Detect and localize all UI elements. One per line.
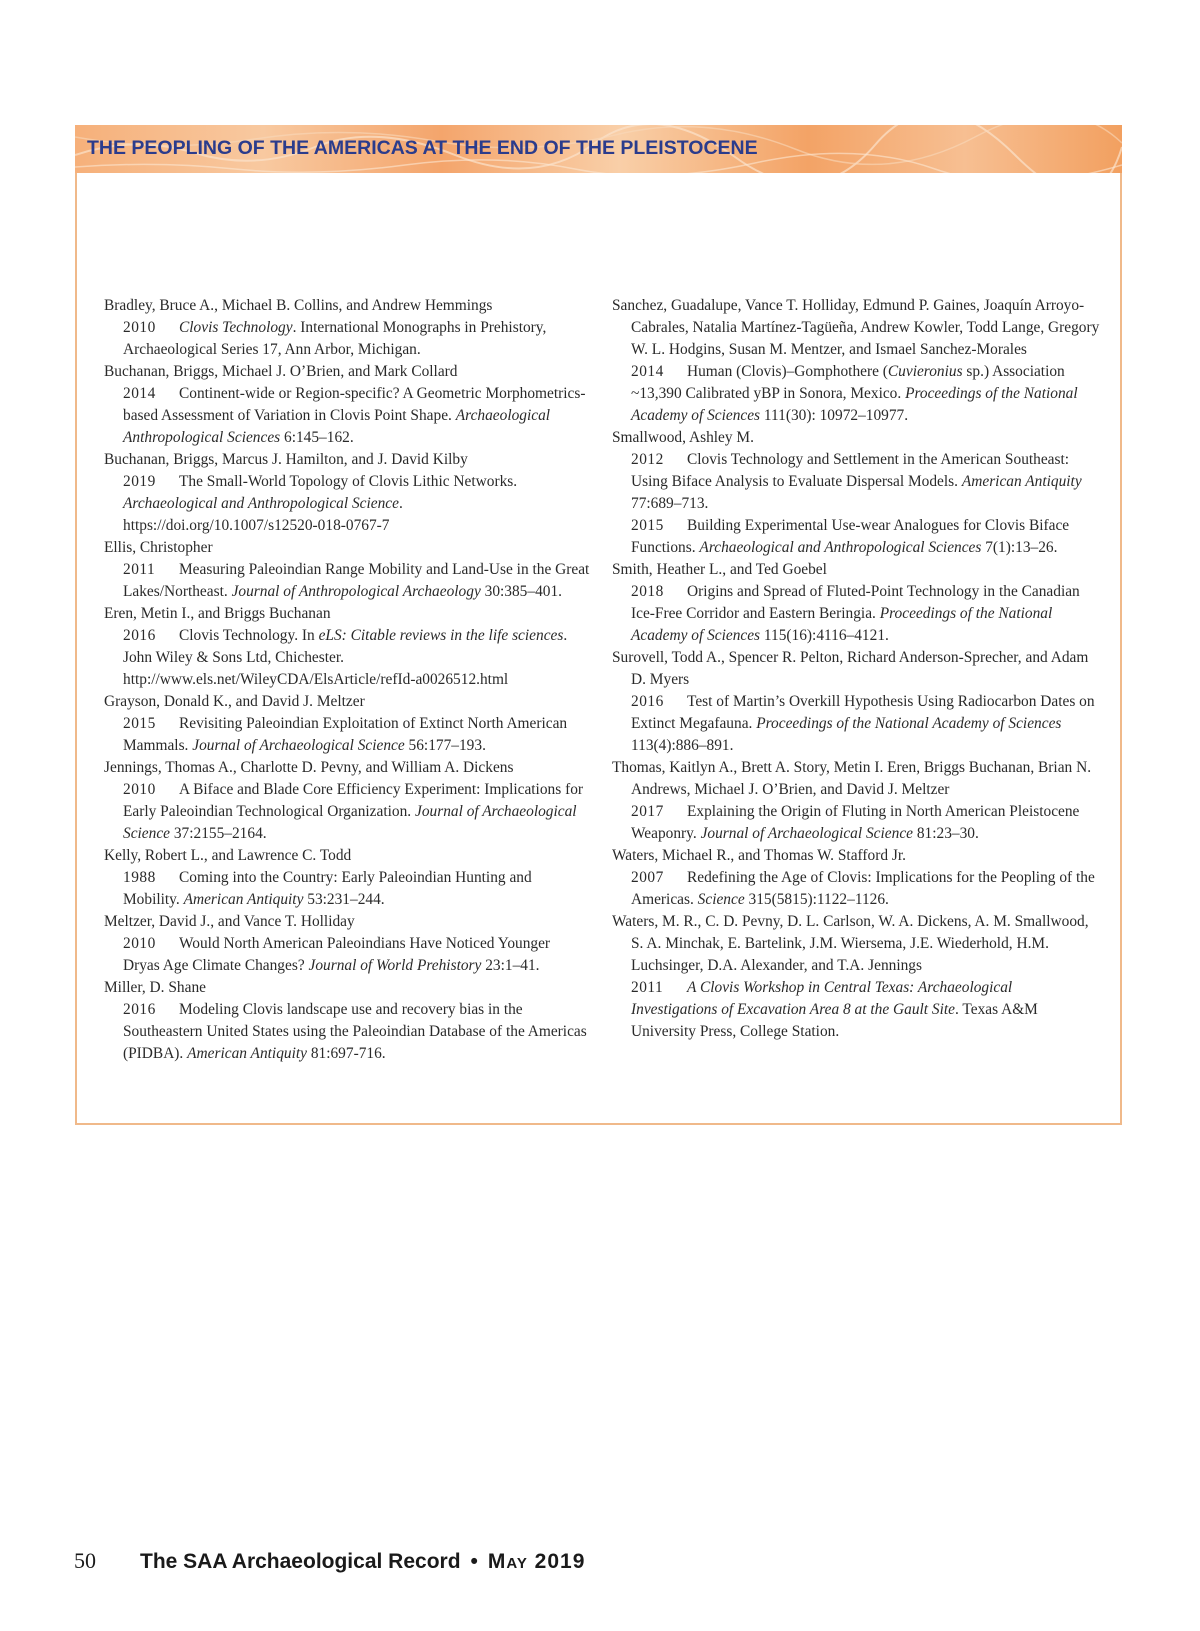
citation-title-italic: eLS: Citable reviews in the life sciences xyxy=(318,627,564,644)
page-footer xyxy=(74,1548,585,1574)
reference-year: 2010 xyxy=(123,781,156,798)
references-right-column xyxy=(612,295,1102,1043)
citation-title-italic: Proceedings of the National Academy of Sciences xyxy=(631,605,1053,644)
reference-authors: Ellis, Christopher xyxy=(104,539,213,556)
citation-text: The Small-World Topology of Clovis Lithic Networks. xyxy=(179,473,518,490)
reference-year: 2011 xyxy=(123,561,156,578)
citation-text: Clovis Technology and Settlement in the American Southeast: Using Biface Analysis to Evaluate Dispersal Models. xyxy=(631,451,1070,490)
issue-date: May 2019 xyxy=(487,1550,586,1573)
citation-text: Building Experimental Use-wear Analogues for Clovis Biface Functions. xyxy=(631,517,1070,556)
citation-title-italic: Journal of Archaeological Science xyxy=(123,803,577,842)
citation-text: . Texas A&M University Press, College Station. xyxy=(631,1001,1038,1040)
reference-citation xyxy=(104,933,590,977)
citation-title-italic: American Antiquity xyxy=(187,1045,307,1062)
citation-text: 56:177–193. xyxy=(404,737,486,754)
citation-text: Human (Clovis)–Gomphothere ( xyxy=(687,363,888,380)
reference-citation xyxy=(612,977,1102,1043)
citation-text: 111(30): 10972–10977. xyxy=(760,407,909,424)
citation-text: 23:1–41. xyxy=(481,957,540,974)
reference-authors: Buchanan, Briggs, Michael J. O’Brien, and Mark Collard xyxy=(104,363,458,380)
reference-year: 2010 xyxy=(123,319,156,336)
reference-entry xyxy=(104,977,590,1065)
citation-title-italic: Journal of World Prehistory xyxy=(308,957,482,974)
reference-year: 2012 xyxy=(631,451,664,468)
reference-entry xyxy=(104,537,590,603)
banner-title: THE PEOPLING OF THE AMERICAS AT THE END OF THE PLEISTOCENE xyxy=(87,137,758,159)
reference-year: 2016 xyxy=(631,693,664,710)
citation-title-italic: Clovis Technology xyxy=(179,319,293,336)
citation-text: Clovis Technology. In xyxy=(179,627,319,644)
citation-title-italic: American Antiquity xyxy=(961,473,1082,490)
reference-year: 2014 xyxy=(631,363,664,380)
citation-text: Coming into the Country: Early Paleoindian Hunting and Mobility. xyxy=(123,869,532,908)
reference-year: 2015 xyxy=(631,517,664,534)
footer-bullet: • xyxy=(470,1550,478,1573)
reference-entry xyxy=(104,691,590,757)
reference-citation xyxy=(612,801,1102,845)
reference-year: 2007 xyxy=(631,869,664,886)
citation-text: Modeling Clovis landscape use and recovery bias in the Southeastern United States using the Paleoindian Database of the Americas (PIDBA). xyxy=(123,1001,587,1062)
citation-text: Continent-wide or Region-specific? A Geometric Morphometrics-based Assessment of Variation in Clovis Point Shape. xyxy=(123,385,586,424)
citation-text: Measuring Paleoindian Range Mobility and Land-Use in the Great Lakes/Northeast. xyxy=(123,561,590,600)
reference-authors: Waters, Michael R., and Thomas W. Stafford Jr. xyxy=(612,847,906,864)
citation-title-italic: Cuvieronius xyxy=(887,363,963,380)
citation-title-italic: Journal of Archaeological Science xyxy=(192,737,405,754)
reference-year: 2016 xyxy=(123,627,156,644)
reference-authors: Bradley, Bruce A., Michael B. Collins, and Andrew Hemmings xyxy=(104,297,493,314)
citation-title-italic: Archaeological and Anthropological Science xyxy=(123,495,399,512)
reference-authors: Smith, Heather L., and Ted Goebel xyxy=(612,561,827,578)
reference-citation xyxy=(104,559,590,603)
reference-citation xyxy=(612,867,1102,911)
reference-entry xyxy=(612,911,1102,1043)
citation-text: . John Wiley & Sons Ltd, Chichester. http://www.els.net/WileyCDA/ElsArticle/refId-a0026512.html xyxy=(123,627,568,688)
citation-title-italic: Proceedings of the National Academy of Sciences xyxy=(631,385,1078,424)
reference-entry xyxy=(612,295,1102,427)
citation-text: Explaining the Origin of Fluting in North American Pleistocene Weaponry. xyxy=(631,803,1080,842)
reference-authors: Smallwood, Ashley M. xyxy=(612,429,754,446)
citation-title-italic: Archaeological and Anthropological Sciences xyxy=(699,539,982,556)
reference-authors: Grayson, Donald K., and David J. Meltzer xyxy=(104,693,365,710)
reference-authors: Buchanan, Briggs, Marcus J. Hamilton, and J. David Kilby xyxy=(104,451,468,468)
citation-text: 30:385–401. xyxy=(480,583,563,600)
reference-year: 2010 xyxy=(123,935,156,952)
reference-year: 2016 xyxy=(123,1001,156,1018)
reference-citation xyxy=(612,515,1102,559)
reference-entry xyxy=(104,449,590,537)
citation-text: Redefining the Age of Clovis: Implications for the Peopling of the Americas. xyxy=(631,869,1095,908)
reference-citation xyxy=(104,713,590,757)
reference-citation xyxy=(612,581,1102,647)
reference-entry xyxy=(104,603,590,691)
reference-citation xyxy=(104,999,590,1065)
reference-year: 2015 xyxy=(123,715,156,732)
citation-text: sp.) Association ~13,390 Calibrated yBP in Sonora, Mexico. xyxy=(631,363,1065,402)
citation-title-italic: Journal of Archaeological Science xyxy=(700,825,913,842)
reference-entry xyxy=(104,295,590,361)
citation-text: 7(1):13–26. xyxy=(981,539,1058,556)
reference-authors: Waters, M. R., C. D. Pevny, D. L. Carlson, W. A. Dickens, A. M. Smallwood, S. A. Minchak, E. Bartelink, J.M. Wiersema, J.E. Wiederhold, H.M. Luchsinger, D.A. Alexander, and T.A. Jennings xyxy=(612,913,1089,974)
citation-title-italic: Archaeological Anthropological Sciences xyxy=(123,407,551,446)
citation-text: A Biface and Blade Core Efficiency Experiment: Implications for Early Paleoindian Technological Organization. xyxy=(123,781,584,820)
references-left-column xyxy=(104,295,590,1065)
citation-text: 315(5815):1122–1126. xyxy=(744,891,889,908)
reference-year: 2014 xyxy=(123,385,156,402)
reference-authors: Eren, Metin I., and Briggs Buchanan xyxy=(104,605,331,622)
reference-entry xyxy=(104,845,590,911)
reference-citation xyxy=(612,361,1102,427)
citation-title-italic: Proceedings of the National Academy of Sciences xyxy=(756,715,1062,732)
reference-citation xyxy=(612,691,1102,757)
reference-authors: Kelly, Robert L., and Lawrence C. Todd xyxy=(104,847,352,864)
reference-year: 2018 xyxy=(631,583,664,600)
citation-text: Revisiting Paleoindian Exploitation of Extinct North American Mammals. xyxy=(123,715,568,754)
citation-text: . International Monographs in Prehistory, Archaeological Series 17, Ann Arbor, Michigan. xyxy=(123,319,547,358)
reference-authors: Sanchez, Guadalupe, Vance T. Holliday, Edmund P. Gaines, Joaquín Arroyo-Cabrales, Natalia Martínez-Tagüeña, Andrew Kowler, Todd Lange, Gregory W. L. Hodgins, Susan M. Mentzer, and Ismael Sanchez-Morales xyxy=(612,297,1100,358)
citation-title-italic: A Clovis Workshop in Central Texas: Archaeological Investigations of Excavation Area 8 at the Gault Site xyxy=(631,979,1013,1018)
citation-text: 81:697-716. xyxy=(306,1045,386,1062)
reference-year: 2017 xyxy=(631,803,664,820)
reference-authors: Thomas, Kaitlyn A., Brett A. Story, Metin I. Eren, Briggs Buchanan, Brian N. Andrews, Michael J. O’Brien, and David J. Meltzer xyxy=(612,759,1092,798)
citation-text: 81:23–30. xyxy=(912,825,979,842)
citation-text: . https://doi.org/10.1007/s12520-018-0767-7 xyxy=(123,495,403,534)
reference-entry xyxy=(612,559,1102,647)
reference-citation xyxy=(104,471,590,537)
citation-text: 113(4):886–891. xyxy=(631,737,734,754)
reference-citation xyxy=(104,625,590,691)
reference-authors: Surovell, Todd A., Spencer R. Pelton, Richard Anderson-Sprecher, and Adam D. Myers xyxy=(612,649,1089,688)
journal-name: The SAA Archaeological Record xyxy=(140,1550,461,1573)
reference-authors: Meltzer, David J., and Vance T. Holliday xyxy=(104,913,355,930)
reference-authors: Miller, D. Shane xyxy=(104,979,206,996)
reference-entry xyxy=(612,757,1102,845)
citation-text: 53:231–244. xyxy=(303,891,385,908)
reference-citation xyxy=(104,317,590,361)
reference-citation xyxy=(104,779,590,845)
reference-entry xyxy=(612,845,1102,911)
reference-citation xyxy=(612,449,1102,515)
citation-title-italic: American Antiquity xyxy=(183,891,304,908)
citation-title-italic: Science xyxy=(697,891,745,908)
reference-year: 2019 xyxy=(123,473,156,490)
citation-text: 77:689–713. xyxy=(631,495,709,512)
citation-text: 6:145–162. xyxy=(280,429,354,446)
citation-text: 37:2155–2164. xyxy=(170,825,267,842)
reference-year: 1988 xyxy=(123,869,156,886)
reference-citation xyxy=(104,867,590,911)
reference-citation xyxy=(104,383,590,449)
reference-authors: Jennings, Thomas A., Charlotte D. Pevny, and William A. Dickens xyxy=(104,759,514,776)
reference-year: 2011 xyxy=(631,979,664,996)
citation-text: Test of Martin’s Overkill Hypothesis Using Radiocarbon Dates on Extinct Megafauna. xyxy=(631,693,1095,732)
citation-title-italic: Journal of Anthropological Archaeology xyxy=(231,583,481,600)
reference-entry xyxy=(104,757,590,845)
reference-entry xyxy=(612,647,1102,757)
reference-entry xyxy=(104,911,590,977)
citation-text: Origins and Spread of Fluted-Point Technology in the Canadian Ice-Free Corridor and Eastern Beringia. xyxy=(631,583,1080,622)
citation-text: 115(16):4116–4121. xyxy=(760,627,889,644)
reference-entry xyxy=(104,361,590,449)
citation-text: Would North American Paleoindians Have Noticed Younger Dryas Age Climate Changes? xyxy=(123,935,551,974)
reference-entry xyxy=(612,427,1102,559)
page-number: 50 xyxy=(74,1548,96,1573)
section-banner xyxy=(75,125,1122,173)
